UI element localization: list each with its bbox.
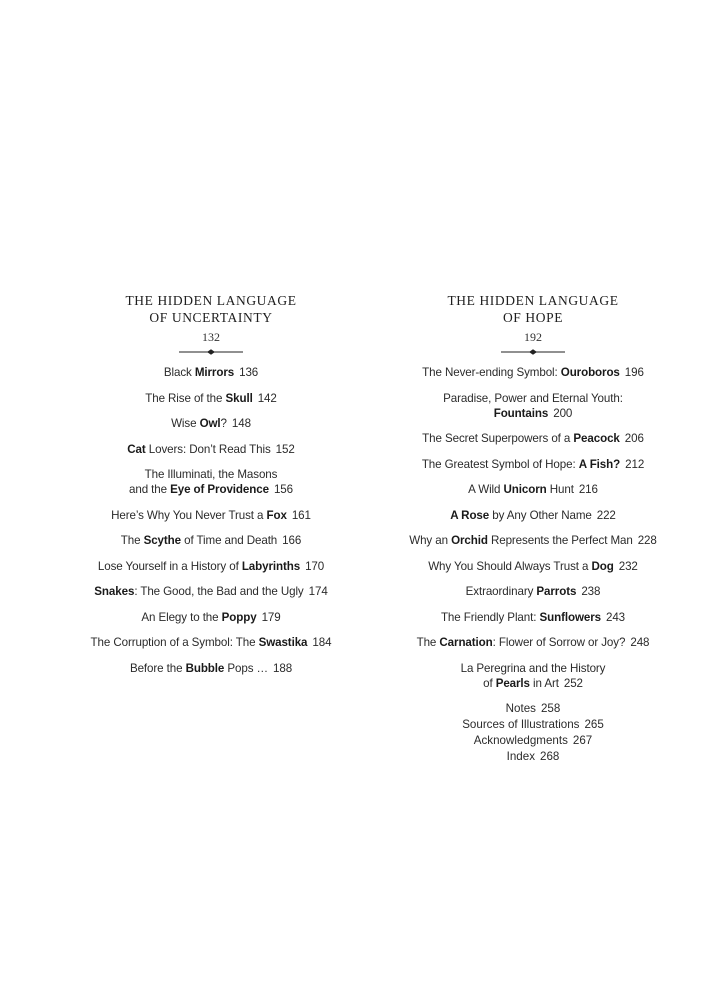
backmatter-page-number: 258 <box>540 702 561 715</box>
entry-keyword: Eye of Providence <box>170 483 269 496</box>
entry-page-number: 152 <box>275 442 295 456</box>
toc-entry[interactable] <box>46 610 376 625</box>
toc-entry[interactable] <box>368 610 698 625</box>
entry-text: Lovers: Don’t Read This <box>145 442 271 456</box>
ornament-divider-icon <box>499 348 567 356</box>
entry-keyword: Fountains <box>493 406 549 420</box>
entry-text: Paradise, Power and Eternal Youth: <box>443 391 623 405</box>
entry-keyword: Cat <box>127 442 146 456</box>
entry-text: : Flower of Sorrow or Joy? <box>492 636 626 649</box>
backmatter-label: Index <box>506 750 536 763</box>
entry-text: La Peregrina and the History <box>460 661 606 675</box>
entry-page-number: 174 <box>308 585 328 598</box>
entry-keyword: A Rose <box>450 508 490 522</box>
entry-keyword: Carnation <box>439 636 493 649</box>
entry-text: Here’s Why You Never Trust a <box>111 508 267 522</box>
entry-page-number: 238 <box>581 585 601 598</box>
entry-keyword: Dog <box>591 559 614 573</box>
backmatter-entry[interactable] <box>368 749 698 765</box>
section-page-number: 192 <box>524 330 542 344</box>
entry-keyword: Orchid <box>451 534 488 547</box>
entry-keyword: Skull <box>225 391 253 405</box>
entry-keyword: Snakes <box>94 585 135 598</box>
toc-entry[interactable] <box>46 365 376 380</box>
entry-page-number: 196 <box>624 366 644 379</box>
toc-entry[interactable] <box>368 457 698 472</box>
section-heading-line2: OF HOPE <box>502 310 564 325</box>
section-heading-line1: THE HIDDEN LANGUAGE <box>447 293 619 308</box>
toc-entry[interactable] <box>368 431 698 446</box>
toc-entry[interactable] <box>46 391 376 406</box>
backmatter-entry[interactable] <box>368 733 698 749</box>
entry-text: A Wild <box>468 483 504 496</box>
entry-keyword: Parrots <box>536 585 577 598</box>
entry-text: The Greatest Symbol of Hope: <box>421 457 579 471</box>
toc-entry[interactable] <box>368 635 698 650</box>
entry-text: of Time and Death <box>181 534 278 547</box>
entry-page-number: 156 <box>273 483 293 496</box>
entry-text: Extraordinary <box>465 585 537 598</box>
entry-text: Black <box>163 366 195 379</box>
backmatter-page-number: 268 <box>540 750 560 763</box>
section-heading-line1: THE HIDDEN LANGUAGE <box>125 293 297 308</box>
entry-page-number: 161 <box>291 508 311 522</box>
entry-text: : The Good, the Bad and the Ugly <box>134 585 304 598</box>
toc-column-hope <box>368 292 698 765</box>
section-heading-line2: OF UNCERTAINTY <box>149 310 273 325</box>
entry-page-number: 252 <box>563 676 583 690</box>
backmatter-page-number: 265 <box>584 718 604 731</box>
ornament-divider-icon <box>177 348 245 356</box>
entry-text: Hunt <box>546 483 574 496</box>
toc-entry[interactable] <box>368 661 698 691</box>
entry-page-number: 179 <box>261 610 281 624</box>
entry-keyword: Pearls <box>495 676 530 690</box>
entry-text: Before the <box>129 661 186 675</box>
entry-text: ? <box>220 417 227 430</box>
entry-text: The Never-ending Symbol: <box>422 366 561 379</box>
entry-keyword: Unicorn <box>503 483 547 496</box>
backmatter-label: Notes <box>505 702 536 715</box>
section-heading <box>368 292 698 326</box>
toc-entry[interactable] <box>368 482 698 497</box>
toc-entry[interactable] <box>368 391 698 421</box>
entry-page-number: 142 <box>257 391 277 405</box>
toc-entry[interactable] <box>368 584 698 599</box>
backmatter-label: Acknowledgments <box>473 734 568 747</box>
entry-text: by Any Other Name <box>489 508 592 522</box>
toc-entry[interactable] <box>46 508 376 523</box>
entry-text: Pops … <box>224 661 269 675</box>
entry-text: The Friendly Plant: <box>440 610 540 624</box>
backmatter-list <box>368 701 698 765</box>
backmatter-entry[interactable] <box>368 717 698 733</box>
entry-page-number: 170 <box>305 559 325 573</box>
entry-text: The Illuminati, the Masons <box>144 468 278 481</box>
toc-entry[interactable] <box>46 467 376 497</box>
backmatter-label: Sources of Illustrations <box>462 718 580 731</box>
backmatter-page-number: 267 <box>572 734 593 747</box>
entry-text: Wise <box>171 417 200 430</box>
entry-keyword: Mirrors <box>194 366 235 379</box>
toc-entry[interactable] <box>46 416 376 431</box>
entry-list <box>368 365 698 691</box>
entry-text: Why You Should Always Trust a <box>428 559 592 573</box>
entry-text: Lose Yourself in a History of <box>97 559 242 573</box>
entry-page-number: 212 <box>625 457 645 471</box>
entry-page-number: 188 <box>273 661 293 675</box>
entry-text: The <box>120 534 144 547</box>
entry-keyword: Scythe <box>143 534 181 547</box>
backmatter-entry[interactable] <box>368 701 698 717</box>
entry-keyword: A Fish? <box>578 457 621 471</box>
toc-entry[interactable] <box>368 559 698 574</box>
toc-entry[interactable] <box>46 584 376 599</box>
entry-page-number: 136 <box>239 366 259 379</box>
entry-keyword: Bubble <box>185 661 225 675</box>
section-heading <box>46 292 376 326</box>
entry-text: The Rise of the <box>145 391 226 405</box>
toc-entry[interactable] <box>368 533 698 548</box>
toc-entry[interactable] <box>46 635 376 650</box>
entry-page-number: 200 <box>553 406 573 420</box>
entry-text: The Corruption of a Symbol: The <box>90 636 259 649</box>
entry-page-number: 228 <box>637 534 657 547</box>
entry-keyword: Labyrinths <box>241 559 301 573</box>
entry-text: The Secret Superpowers of a <box>422 432 574 445</box>
entry-keyword: Ouroboros <box>560 366 620 379</box>
entry-keyword: Owl <box>199 417 221 430</box>
toc-entry[interactable] <box>368 365 698 380</box>
toc-entry[interactable] <box>46 442 376 457</box>
toc-entry[interactable] <box>46 559 376 574</box>
toc-entry[interactable] <box>46 533 376 548</box>
entry-page-number: 184 <box>312 636 332 649</box>
entry-keyword: Sunflowers <box>539 610 601 624</box>
toc-column-uncertainty <box>46 292 376 686</box>
entry-text: Represents the Perfect Man <box>487 534 633 547</box>
entry-text: Why an <box>409 534 452 547</box>
toc-entry[interactable] <box>368 508 698 523</box>
entry-list <box>46 365 376 676</box>
entry-keyword: Swastika <box>258 636 308 649</box>
entry-keyword: Fox <box>266 508 287 522</box>
entry-keyword: Poppy <box>221 610 257 624</box>
entry-text: and the <box>129 483 171 496</box>
entry-page-number: 148 <box>231 417 251 430</box>
entry-page-number: 166 <box>282 534 302 547</box>
entry-page-number: 232 <box>618 559 638 573</box>
entry-text: An Elegy to the <box>141 610 222 624</box>
entry-page-number: 248 <box>630 636 650 649</box>
entry-text: in Art <box>529 676 559 690</box>
entry-page-number: 243 <box>605 610 626 624</box>
entry-page-number: 216 <box>578 483 598 496</box>
toc-entry[interactable] <box>46 661 376 676</box>
section-page-number: 132 <box>202 330 220 344</box>
entry-page-number: 222 <box>596 508 616 522</box>
entry-text: of <box>483 676 496 690</box>
entry-page-number: 206 <box>624 432 644 445</box>
entry-text: The <box>416 636 440 649</box>
entry-keyword: Peacock <box>573 432 620 445</box>
